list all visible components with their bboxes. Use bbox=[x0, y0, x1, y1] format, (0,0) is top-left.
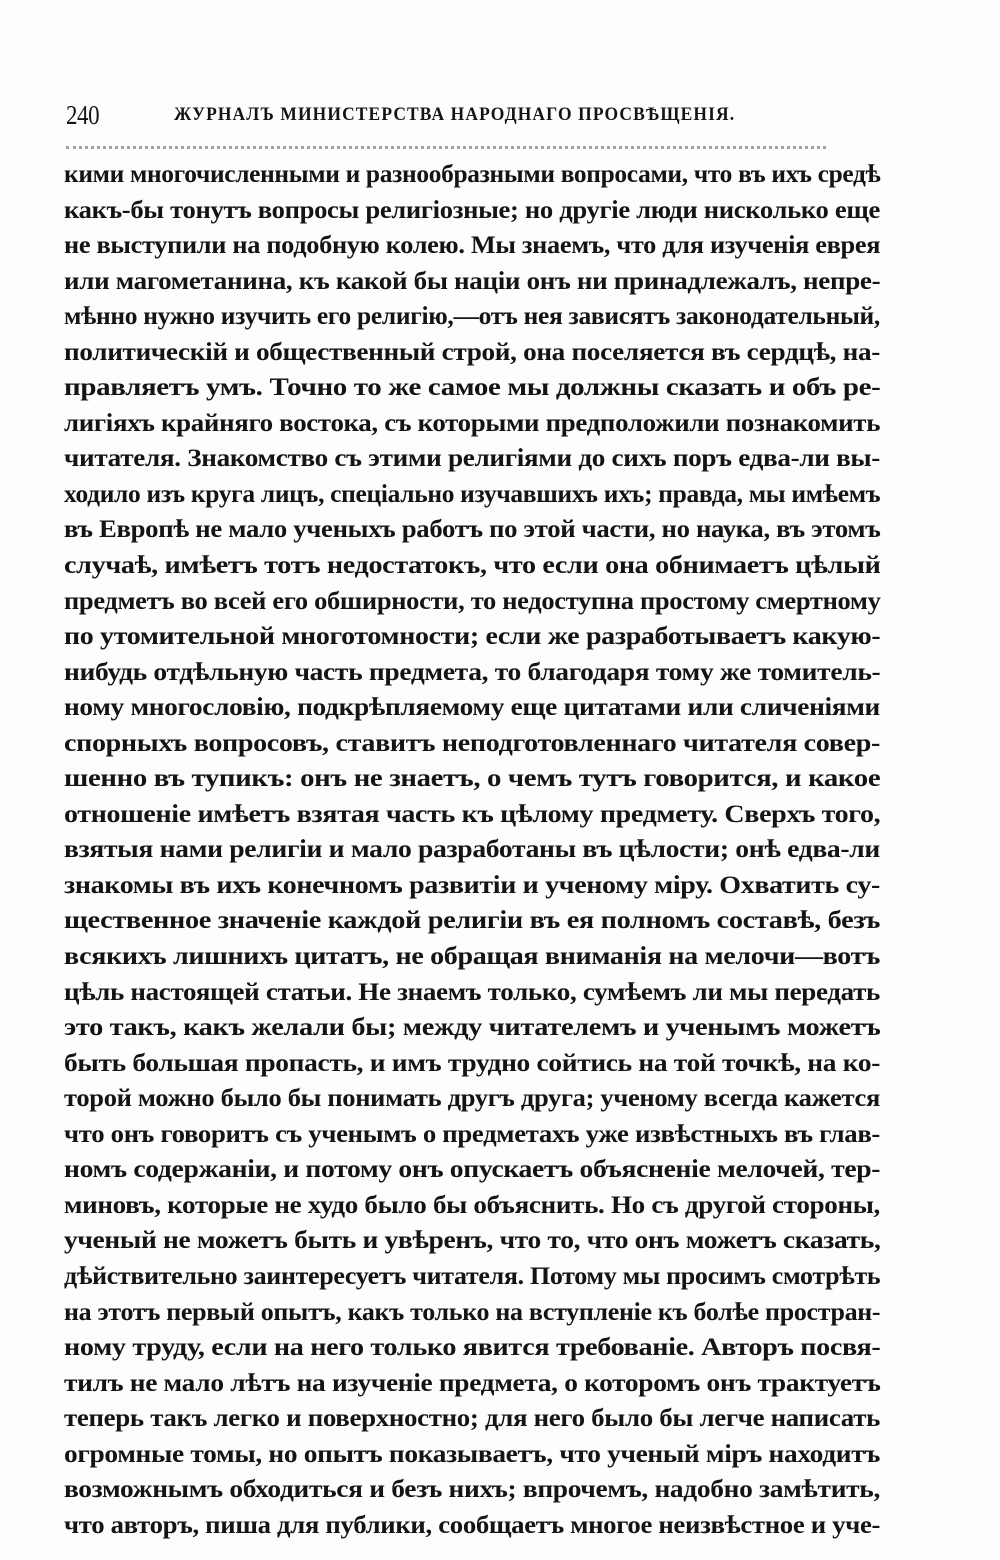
text-line: ученый не можетъ быть и увѣренъ, что то, что онъ можетъ сказать, bbox=[64, 1227, 881, 1255]
text-line: теперь такъ легко и поверхностно; для него было бы легче написать bbox=[64, 1405, 881, 1433]
text-line: спорныхъ вопросовъ, ставитъ неподготовленнаго читателя совер- bbox=[64, 729, 880, 757]
text-line: какъ-бы тонутъ вопросы религіозные; но другіе люди нисколько еще bbox=[64, 196, 881, 224]
dotted-rule-divider bbox=[66, 146, 826, 155]
text-line: огромные томы, но опытъ показываетъ, что ученый міръ находитъ bbox=[64, 1440, 880, 1468]
text-line: миновъ, которые не худо было бы объяснить. Но съ другой стороны, bbox=[64, 1191, 880, 1219]
text-line: политическій и общественный строй, она поселяется въ сердцѣ, на- bbox=[64, 338, 881, 366]
text-line: торой можно было бы понимать другъ друга; ученому всегда кажется bbox=[64, 1085, 880, 1113]
text-line: знакомы въ ихъ конечномъ развитіи и ученому міру. Охватить су- bbox=[64, 871, 880, 899]
text-line: правляетъ умъ. Точно то же самое мы должны сказать и объ ре- bbox=[64, 374, 881, 402]
text-line: ходило изъ круга лицъ, спеціально изучавшихъ ихъ; правда, мы имѣемъ bbox=[64, 480, 881, 508]
text-line: что авторъ, пиша для публики, сообщаетъ многое неизвѣстное и уче- bbox=[64, 1511, 881, 1539]
text-line: это такъ, какъ желали бы; между читателемъ и ученымъ можетъ bbox=[64, 1014, 881, 1042]
text-line: кими многочисленными и разнообразными вопросами, что въ ихъ средѣ bbox=[64, 161, 881, 188]
text-line: лигіяхъ крайняго востока, съ которыми предположили познакомить bbox=[64, 409, 881, 437]
text-line: быть большая пропасть, и имъ трудно сойтись на той точкѣ, на ко- bbox=[64, 1049, 881, 1077]
text-line: возможнымъ обходиться и безъ нихъ; впрочемъ, надобно замѣтить, bbox=[64, 1476, 881, 1504]
text-line: тилъ не мало лѣтъ на изученіе предмета, о которомъ онъ трактуетъ bbox=[64, 1369, 881, 1397]
text-line: или магометанина, къ какой бы націи онъ ни принадлежалъ, непре- bbox=[64, 267, 881, 295]
journal-title: ЖУРНАЛЪ МИНИСТЕРСТВА НАРОДНАГО ПРОСВѢЩЕНІЯ. bbox=[174, 104, 736, 125]
text-line: взятыя нами религіи и мало разработаны въ цѣлости; онѣ едва-ли bbox=[64, 836, 881, 864]
text-line: щественное значеніе каждой религіи въ ея полномъ составѣ, безъ bbox=[64, 907, 881, 935]
text-line: на этотъ первый опытъ, какъ только на вступленіе къ болѣе простран- bbox=[64, 1298, 881, 1326]
text-line: номъ содержаніи, и потому онъ опускаетъ объясненіе мелочей, тер- bbox=[64, 1156, 881, 1184]
text-line: читателя. Знакомство съ этими религіями до сихъ поръ едва-ли вы- bbox=[64, 445, 881, 473]
text-line: шенно въ тупикъ: онъ не знаетъ, о чемъ тутъ говорится, и какое bbox=[64, 765, 881, 793]
text-line: предметъ во всей его обширности, то недоступна простому смертному bbox=[64, 587, 881, 615]
text-line: ному труду, если на него только явится требованіе. Авторъ посвя- bbox=[64, 1334, 881, 1362]
text-line: случаѣ, имѣетъ тотъ недостатокъ, что если она обнимаетъ цѣлый bbox=[64, 552, 881, 580]
text-line: что онъ говоритъ съ ученымъ о предметахъ уже извѣстныхъ въ глав- bbox=[64, 1120, 881, 1148]
text-line: мѣнно нужно изучить его религію,—отъ нея зависятъ законодательный, bbox=[64, 303, 880, 331]
text-line: по утомительной многотомности; если же разработываетъ какую- bbox=[64, 623, 881, 651]
text-line: всякихъ лишнихъ цитатъ, не обращая вниманія на мелочи—вотъ bbox=[64, 943, 881, 971]
text-line: ному многословію, подкрѣпляемому еще цитатами или сличеніями bbox=[64, 694, 880, 722]
page-number: 240 bbox=[66, 100, 100, 130]
text-line: въ Европѣ не мало ученыхъ работъ по этой части, но наука, въ этомъ bbox=[64, 516, 881, 544]
text-line: дѣйствительно заинтересуетъ читателя. Потому мы просимъ смотрѣть bbox=[64, 1262, 881, 1290]
running-head bbox=[66, 100, 880, 136]
body-text bbox=[64, 157, 880, 1543]
text-line: не выступили на подобную колею. Мы знаемъ, что для изученія еврея bbox=[64, 232, 881, 260]
text-line: нибудь отдѣльную часть предмета, то благодаря тому же томитель- bbox=[64, 658, 881, 686]
text-line: отношеніе имѣетъ взятая часть къ цѣлому предмету. Сверхъ того, bbox=[64, 800, 881, 828]
text-line: цѣль настоящей статьи. Не знаемъ только, сумѣемъ ли мы передать bbox=[64, 978, 881, 1006]
